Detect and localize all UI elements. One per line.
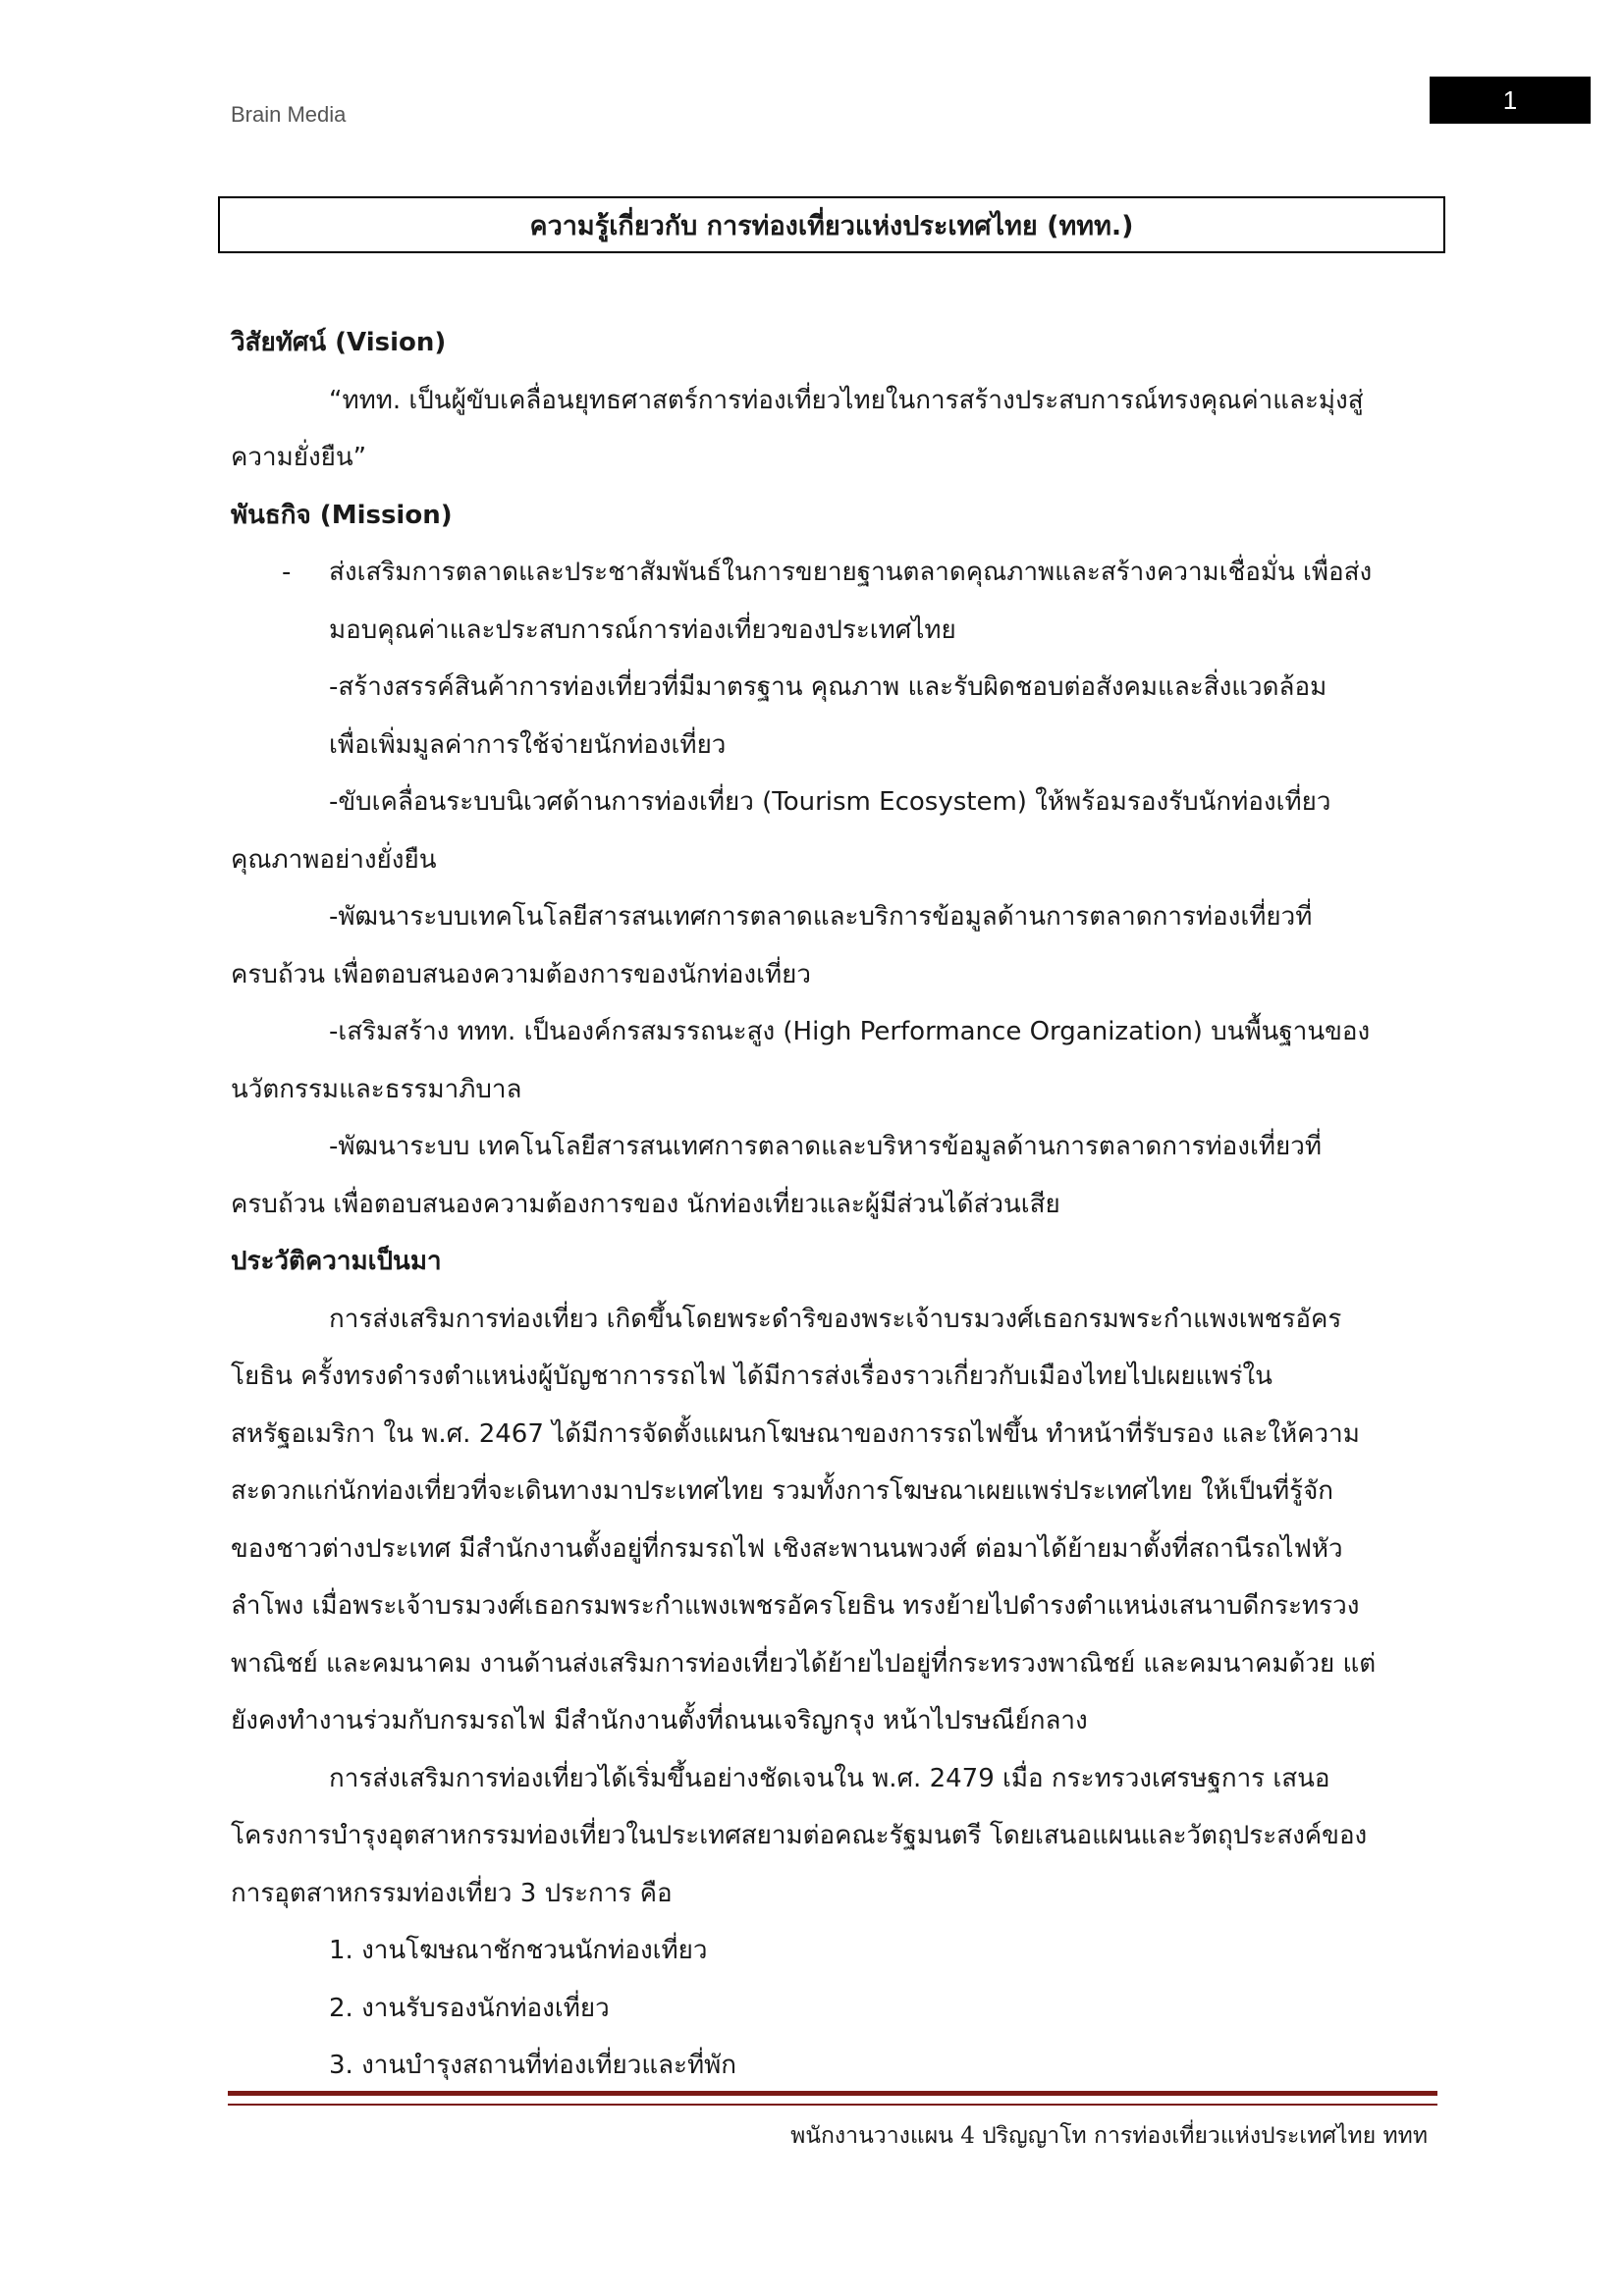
history-line: การอุตสาหกรรมท่องเที่ยว 3 ประการ คือ	[231, 1878, 673, 1908]
mission-line: คุณภาพอย่างยั่งยืน	[231, 844, 437, 875]
history-line: การส่งเสริมการท่องเที่ยวได้เริ่มขึ้นอย่างชัดเจนใน พ.ศ. 2479 เมื่อ กระทรวงเศรษฐการ เสนอ	[329, 1763, 1330, 1793]
mission-line: -สร้างสรรค์สินค้าการท่องเที่ยวที่มีมาตรฐาน คุณภาพ และรับผิดชอบต่อสังคมและสิ่งแวดล้อม	[329, 672, 1327, 702]
vision-text-line: ความยั่งยืน”	[231, 443, 367, 472]
history-list-item: 2. งานรับรองนักท่องเที่ยว	[329, 1993, 610, 2023]
history-line: สะดวกแก่นักท่องเที่ยวที่จะเดินทางมาประเทศไทย รวมทั้งการโฆษณาเผยแพร่ประเทศไทย ให้เป็นที่รู้จัก	[231, 1476, 1334, 1506]
footer-divider	[228, 2091, 1437, 2106]
vision-heading: วิสัยทัศน์ (Vision)	[231, 328, 447, 357]
history-line: พาณิชย์ และคมนาคม งานด้านส่งเสริมการท่องเที่ยวได้ย้ายไปอยู่ที่กระทรวงพาณิชย์ และคมนาคมด้วย แต่	[231, 1648, 1377, 1679]
mission-line: เพื่อเพิ่มมูลค่าการใช้จ่ายนักท่องเที่ยว	[329, 729, 727, 760]
mission-line: ครบถ้วน เพื่อตอบสนองความต้องการของนักท่องเที่ยว	[231, 959, 811, 989]
history-list-item: 3. งานบำรุงสถานที่ท่องเที่ยวและที่พัก	[329, 2051, 737, 2080]
history-line: สหรัฐอเมริกา ใน พ.ศ. 2467 ได้มีการจัดตั้งแผนกโฆษณาของการรถไฟขึ้น ทำหน้าที่รับรอง และให้ความ	[231, 1418, 1360, 1449]
mission-heading: พันธกิจ (Mission)	[231, 500, 453, 530]
history-heading: ประวัติความเป็นมา	[231, 1247, 442, 1276]
page-number-badge: 1	[1430, 77, 1591, 124]
history-line: โครงการบำรุงอุตสาหกรรมท่องเที่ยวในประเทศสยามต่อคณะรัฐมนตรี โดยเสนอแผนและวัตถุประสงค์ของ	[231, 1821, 1368, 1850]
footer-text: พนักงานวางแผน 4 ปริญญาโท การท่องเที่ยวแห่งประเทศไทย ททท	[790, 2123, 1428, 2149]
document-title-box	[218, 196, 1445, 253]
mission-line: -เสริมสร้าง ททท. เป็นองค์กรสมรรถนะสูง (High Performance Organization) บนพื้นฐานของ	[329, 1017, 1371, 1046]
history-list-item: 1. งานโฆษณาชักชวนนักท่องเที่ยว	[329, 1936, 708, 1965]
mission-line: -ขับเคลื่อนระบบนิเวศด้านการท่องเที่ยว (Tourism Ecosystem) ให้พร้อมรองรับนักท่องเที่ยว	[329, 787, 1331, 817]
mission-line	[231, 544, 1438, 602]
history-line: การส่งเสริมการท่องเที่ยว เกิดขึ้นโดยพระดำริของพระเจ้าบรมวงศ์เธอกรมพระกำแพงเพชรอัคร	[329, 1304, 1342, 1334]
mission-line: -พัฒนาระบบ เทคโนโลยีสารสนเทศการตลาดและบริหารข้อมูลด้านการตลาดการท่องเที่ยวที่	[329, 1132, 1322, 1161]
history-line: โยธิน ครั้งทรงดำรงตำแหน่งผู้บัญชาการรถไฟ ได้มีการส่งเรื่องราวเกี่ยวกับเมืองไทยไปเผยแพร่ใน	[231, 1362, 1272, 1391]
mission-line-text: ส่งเสริมการตลาดและประชาสัมพันธ์ในการขยายฐานตลาดคุณภาพและสร้างความเชื่อมั่น เพื่อส่ง	[329, 558, 1373, 587]
mission-line: ครบถ้วน เพื่อตอบสนองความต้องการของ นักท่องเที่ยวและผู้มีส่วนได้ส่วนเสีย	[231, 1189, 1060, 1219]
mission-line: มอบคุณค่าและประสบการณ์การท่องเที่ยวของประเทศไทย	[329, 614, 956, 645]
mission-line: -พัฒนาระบบเทคโนโลยีสารสนเทศการตลาดและบริการข้อมูลด้านการตลาดการท่องเที่ยวที่	[329, 902, 1313, 932]
history-line: ของชาวต่างประเทศ มีสำนักงานตั้งอยู่ที่กรมรถไฟ เชิงสะพานนพวงศ์ ต่อมาได้ย้ายมาตั้งที่สถานีรถไฟหัว	[231, 1533, 1343, 1564]
document-body	[231, 314, 1438, 2095]
mission-line: นวัตกรรมและธรรมาภิบาล	[231, 1074, 522, 1104]
document-title: ความรู้เกี่ยวกับ การท่องเที่ยวแห่งประเทศไทย (ททท.)	[529, 210, 1134, 241]
history-line: ยังคงทำงานร่วมกับกรมรถไฟ มีสำนักงานตั้งที่ถนนเจริญกรุง หน้าไปรษณีย์กลาง	[231, 1706, 1088, 1735]
vision-text-line: “ททท. เป็นผู้ขับเคลื่อนยุทธศาสตร์การท่องเที่ยวไทยในการสร้างประสบการณ์ทรงคุณค่าและมุ่งสู่	[329, 385, 1364, 415]
bullet-dash: -	[282, 558, 292, 587]
history-line: ลำโพง เมื่อพระเจ้าบรมวงศ์เธอกรมพระกำแพงเพชรอัครโยธิน ทรงย้ายไปดำรงตำแหน่งเสนาบดีกระทรวง	[231, 1591, 1360, 1621]
header-brand: Brain Media	[231, 102, 347, 127]
